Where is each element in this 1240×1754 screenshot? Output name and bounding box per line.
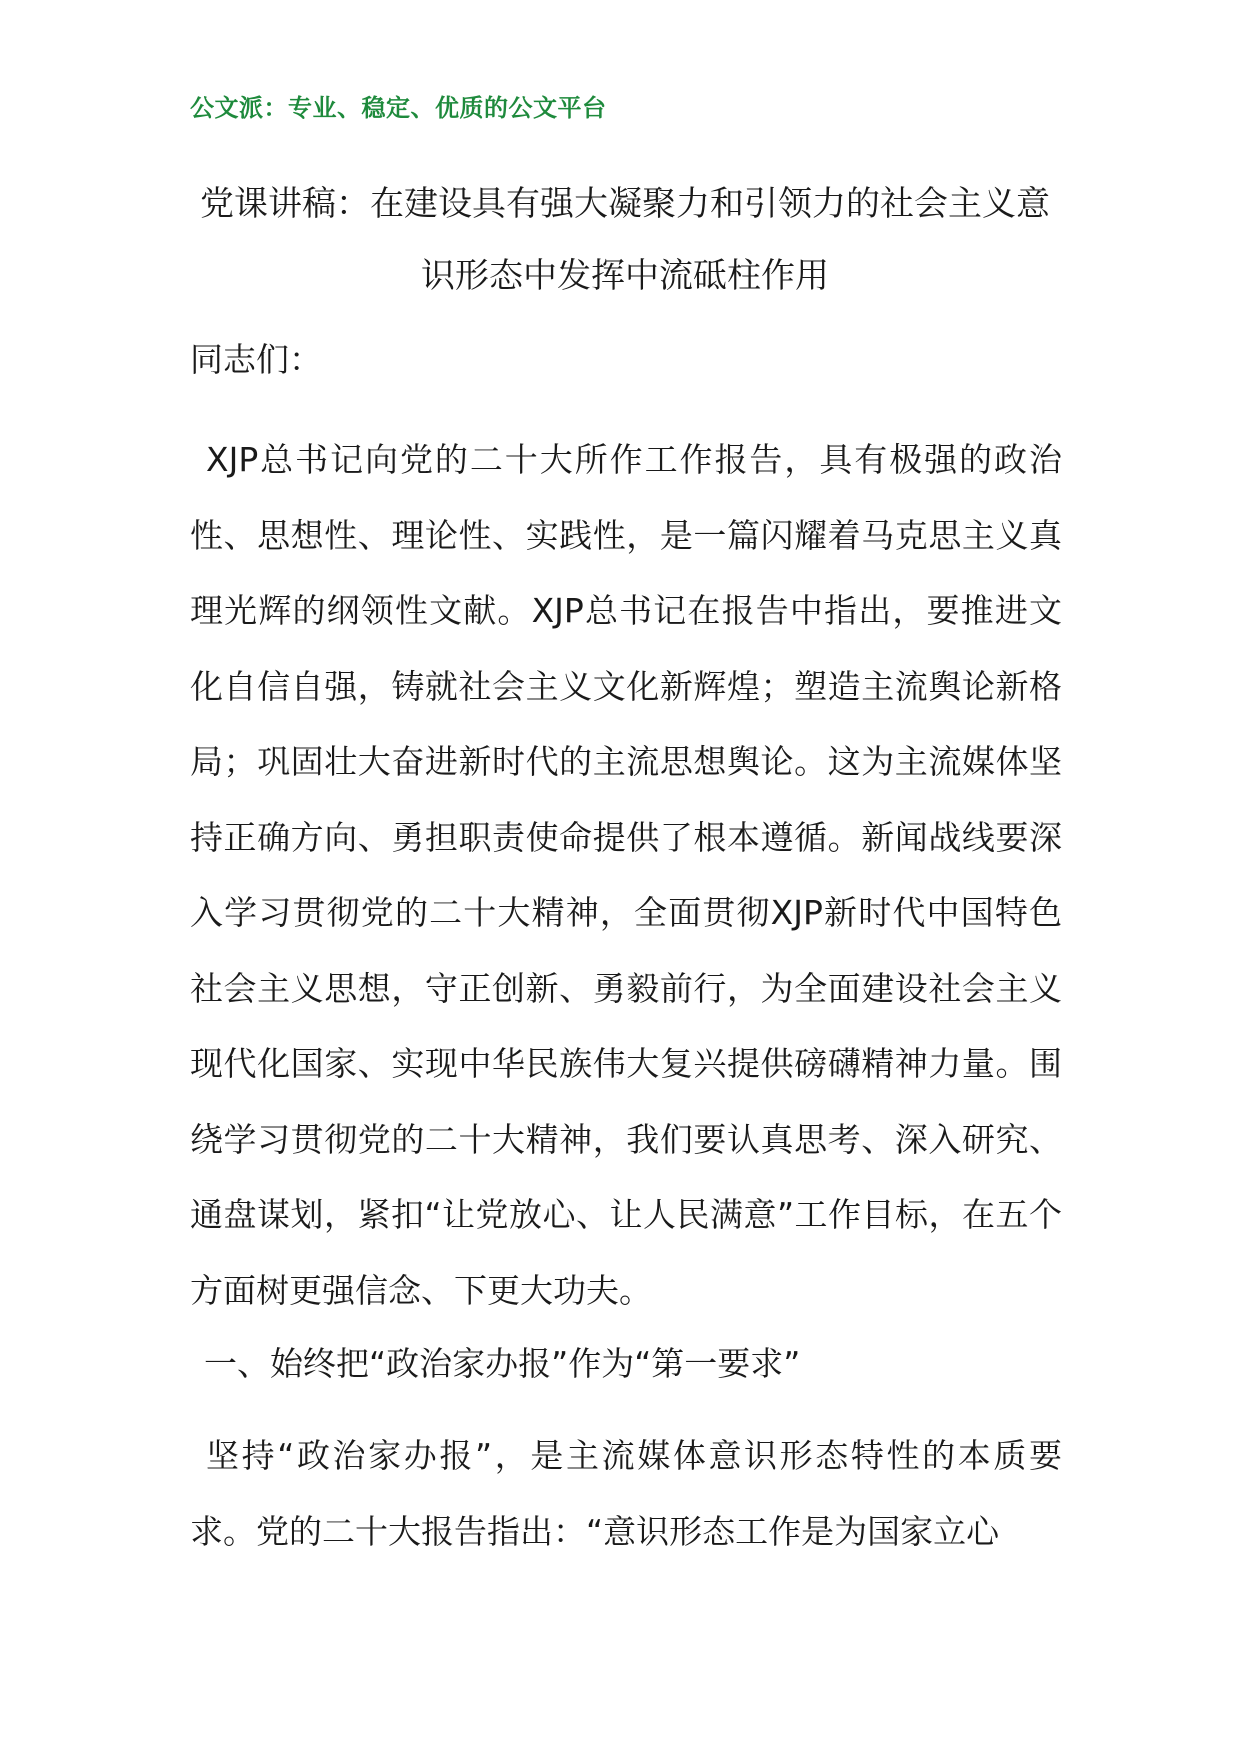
body-paragraph: XJP总书记向党的二十大所作工作报告，具有极强的政治性、思想性、理论性、实践性，是一篇闪耀着马克思主义真理光辉的纲领性文献。XJP总书记在报告中指出，要推进文化自信自强，铸就社会主义文化新辉煌；塑造主流舆论新格局；巩固壮大奋进新时代的主流思想舆论。这为主流媒体坚持正确方向、勇担职责使命提供了根本遵循。新闻战线要深入学习贯彻党的二十大精神，全面贯彻XJP新时代中国特色社会主义思想，守正创新、勇毅前行，为全面建设社会主义现代化国家、实现中华民族伟大复兴提供磅礴精神力量。围绕学习贯彻党的二十大精神，我们要认真思考、深入研究、通盘谋划，紧扣“让党放心、让人民满意”工作目标，在五个方面树更强信念、下更大功夫。	[190, 440, 1062, 1310]
salutation: 同志们：	[190, 340, 322, 379]
header-brand: 公文派：专业、稳定、优质的公文平台	[190, 94, 607, 122]
section-heading: 一、始终把“政治家办报”作为“第一要求”	[204, 1344, 801, 1383]
document-title: 党课讲稿：在建设具有强大凝聚力和引领力的社会主义意识形态中发挥中流砥柱作用	[200, 184, 1050, 296]
body-paragraph: 坚持“政治家办报”，是主流媒体意识形态特性的本质要求。党的二十大报告指出：“意识形态工作是为国家立心	[190, 1436, 1062, 1551]
